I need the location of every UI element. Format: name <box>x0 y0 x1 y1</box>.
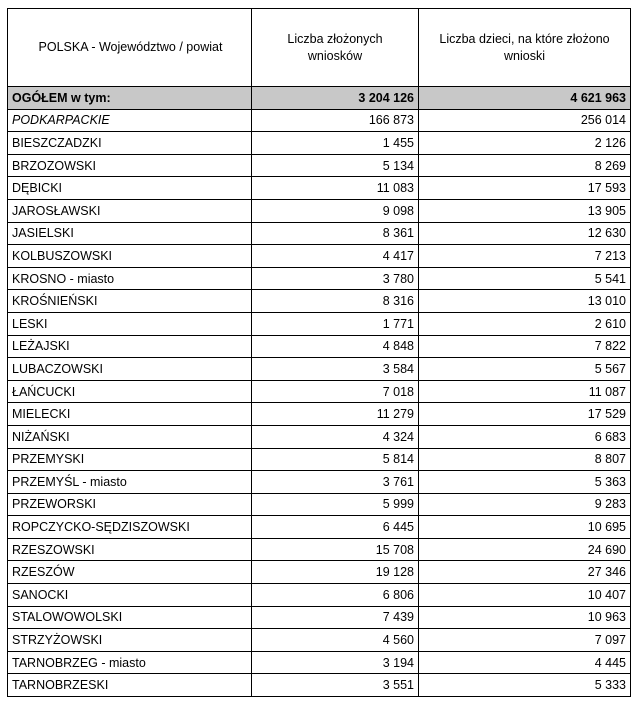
county-name: JAROSŁAWSKI <box>8 199 252 222</box>
table-row <box>8 425 631 448</box>
county-applications: 11 279 <box>252 403 419 426</box>
county-name: ŁAŃCUCKI <box>8 380 252 403</box>
county-name: BIESZCZADZKI <box>8 132 252 155</box>
table-row <box>8 674 631 697</box>
county-applications: 19 128 <box>252 561 419 584</box>
county-name: NIŻAŃSKI <box>8 425 252 448</box>
county-children: 10 695 <box>419 516 631 539</box>
county-name: MIELECKI <box>8 403 252 426</box>
county-children: 12 630 <box>419 222 631 245</box>
county-name: SANOCKI <box>8 584 252 607</box>
county-children: 2 610 <box>419 312 631 335</box>
county-applications: 11 083 <box>252 177 419 200</box>
total-row <box>8 87 631 110</box>
county-children: 4 445 <box>419 651 631 674</box>
table-row <box>8 154 631 177</box>
county-name: BRZOZOWSKI <box>8 154 252 177</box>
county-children: 17 529 <box>419 403 631 426</box>
county-applications: 3 194 <box>252 651 419 674</box>
county-applications: 3 780 <box>252 267 419 290</box>
county-applications: 4 848 <box>252 335 419 358</box>
total-label: OGÓŁEM w tym: <box>8 87 252 110</box>
table-row <box>8 177 631 200</box>
table-row <box>8 290 631 313</box>
region-row <box>8 109 631 132</box>
county-children: 8 807 <box>419 448 631 471</box>
data-table <box>7 8 631 697</box>
county-children: 27 346 <box>419 561 631 584</box>
county-applications: 6 445 <box>252 516 419 539</box>
county-applications: 5 999 <box>252 493 419 516</box>
county-applications: 15 708 <box>252 538 419 561</box>
county-children: 13 010 <box>419 290 631 313</box>
county-applications: 1 771 <box>252 312 419 335</box>
county-name: LESKI <box>8 312 252 335</box>
county-name: KROŚNIEŃSKI <box>8 290 252 313</box>
county-applications: 6 806 <box>252 584 419 607</box>
table-row <box>8 403 631 426</box>
county-children: 5 363 <box>419 471 631 494</box>
table-row <box>8 538 631 561</box>
county-children: 9 283 <box>419 493 631 516</box>
county-applications: 4 560 <box>252 629 419 652</box>
table-row <box>8 267 631 290</box>
county-children: 6 683 <box>419 425 631 448</box>
county-applications: 7 439 <box>252 606 419 629</box>
county-children: 5 567 <box>419 358 631 381</box>
county-children: 5 541 <box>419 267 631 290</box>
county-children: 10 963 <box>419 606 631 629</box>
header-row <box>8 9 631 87</box>
county-applications: 1 455 <box>252 132 419 155</box>
region-name: PODKARPACKIE <box>8 109 252 132</box>
table-row <box>8 493 631 516</box>
county-name: RZESZÓW <box>8 561 252 584</box>
county-children: 10 407 <box>419 584 631 607</box>
total-children: 4 621 963 <box>419 87 631 110</box>
county-children: 13 905 <box>419 199 631 222</box>
county-name: KOLBUSZOWSKI <box>8 245 252 268</box>
county-name: DĘBICKI <box>8 177 252 200</box>
county-name: LUBACZOWSKI <box>8 358 252 381</box>
table-row <box>8 516 631 539</box>
county-name: RZESZOWSKI <box>8 538 252 561</box>
county-applications: 3 761 <box>252 471 419 494</box>
county-children: 11 087 <box>419 380 631 403</box>
county-children: 7 822 <box>419 335 631 358</box>
county-applications: 5 814 <box>252 448 419 471</box>
county-name: LEŻAJSKI <box>8 335 252 358</box>
table-row <box>8 448 631 471</box>
county-name: PRZEMYŚL - miasto <box>8 471 252 494</box>
county-applications: 8 361 <box>252 222 419 245</box>
header-children: Liczba dzieci, na które złożono wnioski <box>419 9 631 87</box>
county-name: JASIELSKI <box>8 222 252 245</box>
total-applications: 3 204 126 <box>252 87 419 110</box>
table-row <box>8 245 631 268</box>
county-name: PRZEWORSKI <box>8 493 252 516</box>
county-name: TARNOBRZESKI <box>8 674 252 697</box>
county-applications: 4 417 <box>252 245 419 268</box>
county-name: STRZYŻOWSKI <box>8 629 252 652</box>
county-applications: 9 098 <box>252 199 419 222</box>
county-name: KROSNO - miasto <box>8 267 252 290</box>
county-children: 7 097 <box>419 629 631 652</box>
table-row <box>8 606 631 629</box>
county-name: STALOWOWOLSKI <box>8 606 252 629</box>
table-row <box>8 471 631 494</box>
header-region: POLSKA - Województwo / powiat <box>8 9 252 87</box>
region-children: 256 014 <box>419 109 631 132</box>
county-applications: 7 018 <box>252 380 419 403</box>
county-children: 2 126 <box>419 132 631 155</box>
county-name: TARNOBRZEG - miasto <box>8 651 252 674</box>
table-row <box>8 132 631 155</box>
table-row <box>8 199 631 222</box>
county-applications: 3 584 <box>252 358 419 381</box>
county-children: 5 333 <box>419 674 631 697</box>
table-row <box>8 335 631 358</box>
county-children: 17 593 <box>419 177 631 200</box>
table-row <box>8 561 631 584</box>
table-row <box>8 222 631 245</box>
table-row <box>8 358 631 381</box>
table-row <box>8 380 631 403</box>
county-applications: 4 324 <box>252 425 419 448</box>
table-row <box>8 651 631 674</box>
county-children: 24 690 <box>419 538 631 561</box>
county-applications: 3 551 <box>252 674 419 697</box>
table-row <box>8 584 631 607</box>
county-applications: 8 316 <box>252 290 419 313</box>
county-name: PRZEMYSKI <box>8 448 252 471</box>
region-applications: 166 873 <box>252 109 419 132</box>
header-applications: Liczba złożonych wniosków <box>252 9 419 87</box>
table-row <box>8 629 631 652</box>
county-children: 7 213 <box>419 245 631 268</box>
county-children: 8 269 <box>419 154 631 177</box>
table-row <box>8 312 631 335</box>
county-name: ROPCZYCKO-SĘDZISZOWSKI <box>8 516 252 539</box>
county-applications: 5 134 <box>252 154 419 177</box>
